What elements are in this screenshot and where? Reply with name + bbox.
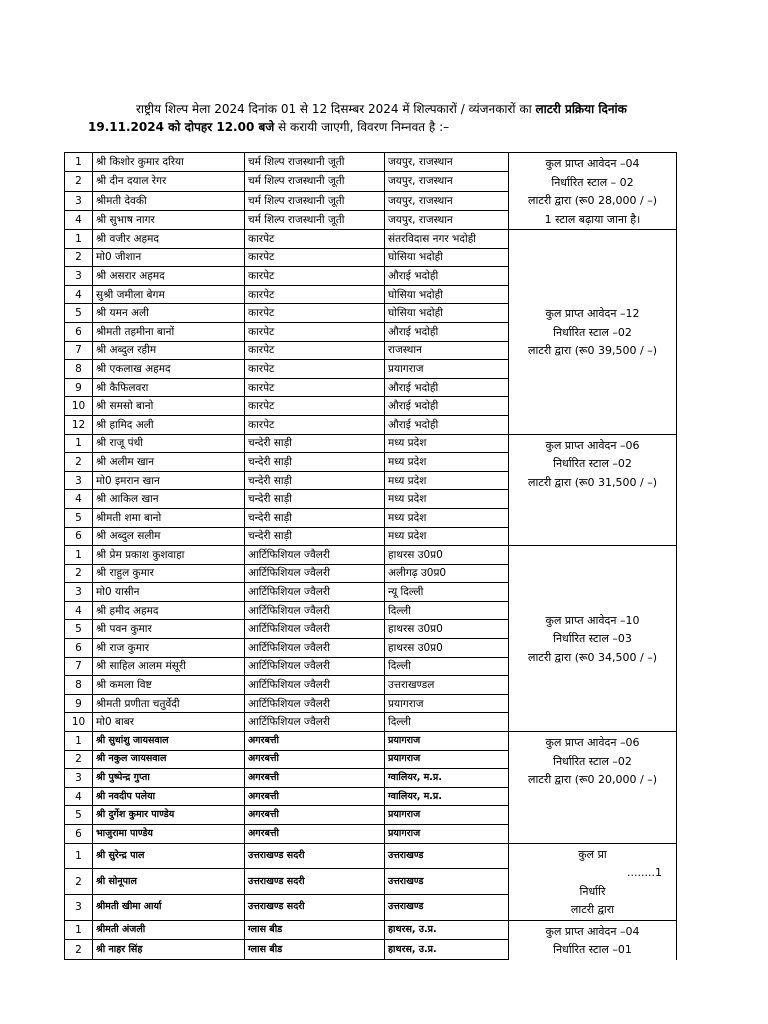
applicant-place: मध्य प्रदेश xyxy=(385,471,509,490)
serial-number: 10 xyxy=(65,713,93,732)
applicant-name: श्री अलीम खान xyxy=(93,453,245,472)
applicant-name: मो0 इमरान खान xyxy=(93,471,245,490)
allocation-note xyxy=(509,920,677,960)
serial-number: 6 xyxy=(65,322,93,341)
serial-number: 4 xyxy=(65,601,93,620)
applicant-place: हाथरस, उ.प्र. xyxy=(385,940,509,960)
serial-number: 6 xyxy=(65,639,93,658)
applicant-place: मध्य प्रदेश xyxy=(385,453,509,472)
applicant-name: श्री नकुल जायसवाल xyxy=(93,750,245,769)
applicant-name: मो0 यासीन xyxy=(93,583,245,602)
applicant-place: राजस्थान xyxy=(385,341,509,360)
applicant-name: श्रीमती शमा बानो xyxy=(93,508,245,527)
applicant-place: दिल्ली xyxy=(385,657,509,676)
serial-number: 1 xyxy=(65,230,93,249)
craft-type: अगरबत्ती xyxy=(245,787,385,806)
table-row xyxy=(65,434,677,453)
note-line: निर्धारित स्टाल – 02 xyxy=(551,175,634,189)
serial-number: 3 xyxy=(65,894,93,920)
craft-type: चर्म शिल्प राजस्थानी जूती xyxy=(245,172,385,191)
craft-type: आर्टिफिशियल ज्वैलरी xyxy=(245,583,385,602)
note-line: लाटरी द्वारा (रू0 39,500 / –) xyxy=(527,344,658,358)
serial-number: 4 xyxy=(65,285,93,304)
table-row xyxy=(65,230,677,249)
applicant-place: प्रयागराज xyxy=(385,750,509,769)
applicant-name: श्री दीन दयाल रेगर xyxy=(93,172,245,191)
craft-type: चर्म शिल्प राजस्थानी जूती xyxy=(245,153,385,172)
note-line: कुल प्राप्त आवेदन –06 xyxy=(545,736,640,750)
note-line: निर्धारित स्टाल –01 xyxy=(553,943,632,957)
applicant-place: घोसिया भदोही xyxy=(385,248,509,267)
applicant-name: श्री सुभाष नागर xyxy=(93,210,245,229)
applicant-place: संतरविदास नगर भदोही xyxy=(385,230,509,249)
craft-type: आर्टिफिशियल ज्वैलरी xyxy=(245,676,385,695)
craft-type: अगरबत्ती xyxy=(245,825,385,844)
craft-type: कारपेट xyxy=(245,360,385,379)
applicant-name: श्री नवदीप पलेया xyxy=(93,787,245,806)
intro-lottery-date: लाटरी प्रक्रिया दिनांक 19.11.2024 को दोपहर 12.00 बजे xyxy=(88,102,627,134)
lottery-table xyxy=(64,152,677,960)
applicant-place: हाथरस, उ.प्र. xyxy=(385,920,509,940)
applicant-place: मध्य प्रदेश xyxy=(385,490,509,509)
craft-type: उत्तराखण्ड सदरी xyxy=(245,894,385,920)
serial-number: 5 xyxy=(65,806,93,825)
serial-number: 3 xyxy=(65,191,93,210)
note-line: लाटरी द्वारा (रू0 34,500 / –) xyxy=(527,650,658,664)
craft-type: चन्देरी साड़ी xyxy=(245,471,385,490)
craft-type: चर्म शिल्प राजस्थानी जूती xyxy=(245,210,385,229)
serial-number: 1 xyxy=(65,920,93,940)
note-line: निर्धारित स्टाल –02 xyxy=(553,325,632,339)
craft-type: चन्देरी साड़ी xyxy=(245,434,385,453)
applicant-name: श्रीमती देवकी xyxy=(93,191,245,210)
applicant-name: मो0 बाबर xyxy=(93,713,245,732)
note-line: लाटरी द्वारा xyxy=(570,903,615,917)
applicant-place: हाथरस उ0प्र0 xyxy=(385,639,509,658)
craft-type: उत्तराखण्ड सदरी xyxy=(245,843,385,869)
craft-type: अगरबत्ती xyxy=(245,806,385,825)
applicant-place: औराई भदोही xyxy=(385,267,509,286)
serial-number: 7 xyxy=(65,657,93,676)
note-line: कुल प्राप्त आवेदन –10 xyxy=(545,613,640,627)
serial-number: 7 xyxy=(65,341,93,360)
applicant-place: मध्य प्रदेश xyxy=(385,508,509,527)
serial-number: 2 xyxy=(65,172,93,191)
note-line: निर्धारित स्टाल –03 xyxy=(553,632,632,646)
craft-type: कारपेट xyxy=(245,378,385,397)
applicant-place: औराई भदोही xyxy=(385,322,509,341)
applicant-place: दिल्ली xyxy=(385,713,509,732)
applicant-name: श्रीमती तहमीना बानों xyxy=(93,322,245,341)
craft-type: चन्देरी साड़ी xyxy=(245,453,385,472)
allocation-note xyxy=(509,230,677,435)
serial-number: 8 xyxy=(65,676,93,695)
applicant-name: श्री सुरेन्द्र पाल xyxy=(93,843,245,869)
craft-type: कारपेट xyxy=(245,267,385,286)
applicant-place: प्रयागराज xyxy=(385,732,509,751)
note-line: लाटरी द्वारा (रू0 20,000 / –) xyxy=(527,773,658,787)
allocation-note xyxy=(509,434,677,546)
applicant-place: उत्तराखण्ड xyxy=(385,894,509,920)
applicant-place: घोसिया भदोही xyxy=(385,285,509,304)
serial-number: 12 xyxy=(65,415,93,434)
note-line: कुल प्राप्त आवेदन –12 xyxy=(545,307,640,321)
allocation-note xyxy=(509,843,677,920)
applicant-place: औराई भदोही xyxy=(385,415,509,434)
serial-number: 3 xyxy=(65,471,93,490)
note-page-marker: ........1 xyxy=(627,866,662,880)
applicant-name: श्रीमती अंजली xyxy=(93,920,245,940)
applicant-name: श्रीमती खीमा आर्या xyxy=(93,894,245,920)
applicant-place: उत्तराखण्ड xyxy=(385,843,509,869)
serial-number: 1 xyxy=(65,546,93,565)
applicant-place: उत्तराखण्ड xyxy=(385,869,509,895)
applicant-place: अलीगढ़ उ0प्र0 xyxy=(385,564,509,583)
craft-type: अगरबत्ती xyxy=(245,732,385,751)
table-row xyxy=(65,546,677,565)
applicant-name: श्री वजीर अहमद xyxy=(93,230,245,249)
applicant-name: श्री पवन कुमार xyxy=(93,620,245,639)
applicant-name: श्री हामिद अली xyxy=(93,415,245,434)
applicant-name: श्री कैफिलवरा xyxy=(93,378,245,397)
applicant-name: श्री अब्दुल रहीम xyxy=(93,341,245,360)
applicant-name: श्री समसो बानो xyxy=(93,397,245,416)
applicant-place: जयपुर, राजस्थान xyxy=(385,172,509,191)
applicant-place: मध्य प्रदेश xyxy=(385,434,509,453)
applicant-place: जयपुर, राजस्थान xyxy=(385,153,509,172)
craft-type: कारपेट xyxy=(245,304,385,323)
applicant-name: भाजुरामा पाण्डेय xyxy=(93,825,245,844)
craft-type: अगरबत्ती xyxy=(245,750,385,769)
table-row xyxy=(65,732,677,751)
applicant-name: श्री अब्दुल सलीम xyxy=(93,527,245,546)
serial-number: 8 xyxy=(65,360,93,379)
applicant-name: श्री पुष्पेन्द्र गुप्ता xyxy=(93,769,245,788)
table-row xyxy=(65,920,677,940)
craft-type: कारपेट xyxy=(245,285,385,304)
craft-type: कारपेट xyxy=(245,415,385,434)
applicant-place: न्यू दिल्ली xyxy=(385,583,509,602)
applicant-place: दिल्ली xyxy=(385,601,509,620)
serial-number: 5 xyxy=(65,304,93,323)
applicant-name: श्री सोनूपाल xyxy=(93,869,245,895)
applicant-name: श्री साहिल आलम मंसूरी xyxy=(93,657,245,676)
craft-type: आर्टिफिशियल ज्वैलरी xyxy=(245,694,385,713)
craft-type: आर्टिफिशियल ज्वैलरी xyxy=(245,620,385,639)
serial-number: 2 xyxy=(65,940,93,960)
applicant-place: ग्वालियर, म.प्र. xyxy=(385,787,509,806)
allocation-note xyxy=(509,732,677,844)
intro-text: राष्ट्रीय शिल्प मेला 2024 दिनांक 01 से 12 दिसम्बर 2024 में शिल्पकारों / व्यंजनकारों का xyxy=(136,102,536,116)
applicant-place: हाथरस उ0प्र0 xyxy=(385,546,509,565)
applicant-name: श्री किशोर कुमार दरिया xyxy=(93,153,245,172)
serial-number: 2 xyxy=(65,750,93,769)
serial-number: 2 xyxy=(65,453,93,472)
serial-number: 3 xyxy=(65,769,93,788)
serial-number: 9 xyxy=(65,378,93,397)
craft-type: चन्देरी साड़ी xyxy=(245,527,385,546)
craft-type: कारपेट xyxy=(245,397,385,416)
note-line: लाटरी द्वारा (रू0 28,000 / –) xyxy=(527,194,658,207)
applicant-place: प्रयागराज xyxy=(385,694,509,713)
serial-number: 2 xyxy=(65,869,93,895)
serial-number: 1 xyxy=(65,434,93,453)
allocation-note xyxy=(509,153,677,230)
applicant-place: औराई भदोही xyxy=(385,378,509,397)
craft-type: ग्लास बीड xyxy=(245,920,385,940)
note-line: कुल प्राप्त आवेदन –04 xyxy=(545,924,640,938)
serial-number: 6 xyxy=(65,527,93,546)
serial-number: 3 xyxy=(65,267,93,286)
note-line: कुल प्राप्त आवेदन –04 xyxy=(545,157,640,170)
craft-type: चन्देरी साड़ी xyxy=(245,490,385,509)
applicant-place: जयपुर, राजस्थान xyxy=(385,210,509,229)
applicant-place: उत्तराखण्डल xyxy=(385,676,509,695)
applicant-place: जयपुर, राजस्थान xyxy=(385,191,509,210)
applicant-name: श्री यमन अली xyxy=(93,304,245,323)
craft-type: आर्टिफिशियल ज्वैलरी xyxy=(245,564,385,583)
craft-type: कारपेट xyxy=(245,230,385,249)
applicant-name: श्री नाहर सिंह xyxy=(93,940,245,960)
note-line: कुल प्राप्त आवेदन –06 xyxy=(545,438,640,452)
applicant-place: प्रयागराज xyxy=(385,806,509,825)
craft-type: आर्टिफिशियल ज्वैलरी xyxy=(245,713,385,732)
craft-type: ग्लास बीड xyxy=(245,940,385,960)
applicant-name: श्री एकलाख अहमद xyxy=(93,360,245,379)
applicant-name: श्री दुर्गेश कुमार पाण्डेय xyxy=(93,806,245,825)
applicant-place: औराई भदोही xyxy=(385,397,509,416)
applicant-name: श्री हमीद अहमद xyxy=(93,601,245,620)
craft-type: अगरबत्ती xyxy=(245,769,385,788)
intro-text-end: से करायी जाएगी, विवरण निम्नवत है :– xyxy=(274,120,450,134)
applicant-place: हाथरस उ0प्र0 xyxy=(385,620,509,639)
craft-type: चन्देरी साड़ी xyxy=(245,508,385,527)
applicant-place: प्रयागराज xyxy=(385,825,509,844)
applicant-name: मो0 जीशान xyxy=(93,248,245,267)
applicant-name: श्री राजू पंथी xyxy=(93,434,245,453)
serial-number: 3 xyxy=(65,583,93,602)
serial-number: 2 xyxy=(65,564,93,583)
applicant-name: श्री राहुल कुमार xyxy=(93,564,245,583)
serial-number: 1 xyxy=(65,732,93,751)
note-line: लाटरी द्वारा (रू0 31,500 / –) xyxy=(527,475,658,489)
applicant-name: सुश्री जमीला बेगम xyxy=(93,285,245,304)
serial-number: 2 xyxy=(65,248,93,267)
craft-type: उत्तराखण्ड सदरी xyxy=(245,869,385,895)
applicant-name: श्रीमती प्रणीता चतुर्वेदी xyxy=(93,694,245,713)
table-row xyxy=(65,153,677,172)
applicant-place: मध्य प्रदेश xyxy=(385,527,509,546)
serial-number: 4 xyxy=(65,490,93,509)
serial-number: 4 xyxy=(65,210,93,229)
craft-type: आर्टिफिशियल ज्वैलरी xyxy=(245,657,385,676)
applicant-name: श्री राज कुमार xyxy=(93,639,245,658)
craft-type: कारपेट xyxy=(245,248,385,267)
applicant-place: घोसिया भदोही xyxy=(385,304,509,323)
applicant-name: श्री कमला विष्ट xyxy=(93,676,245,695)
serial-number: 1 xyxy=(65,153,93,172)
applicant-name: श्री सुधांशु जायसवाल xyxy=(93,732,245,751)
serial-number: 5 xyxy=(65,508,93,527)
table-row xyxy=(65,843,677,869)
serial-number: 9 xyxy=(65,694,93,713)
serial-number: 6 xyxy=(65,825,93,844)
serial-number: 4 xyxy=(65,787,93,806)
note-line: कुल प्रा xyxy=(578,847,607,861)
intro-paragraph xyxy=(88,100,684,136)
allocation-note xyxy=(509,546,677,732)
applicant-name: श्री प्रेम प्रकाश कुशवाहा xyxy=(93,546,245,565)
note-line: 1 स्टाल बढ़ाया जाना है। xyxy=(544,212,641,226)
serial-number: 1 xyxy=(65,843,93,869)
applicant-name: श्री आकिल खान xyxy=(93,490,245,509)
serial-number: 5 xyxy=(65,620,93,639)
serial-number: 10 xyxy=(65,397,93,416)
craft-type: आर्टिफिशियल ज्वैलरी xyxy=(245,639,385,658)
note-line: निर्धारित स्टाल –02 xyxy=(553,754,632,768)
note-line: निर्धारित स्टाल –02 xyxy=(553,457,632,471)
craft-type: चर्म शिल्प राजस्थानी जूती xyxy=(245,191,385,210)
applicant-place: प्रयागराज xyxy=(385,360,509,379)
craft-type: आर्टिफिशियल ज्वैलरी xyxy=(245,601,385,620)
note-line: निर्धारि xyxy=(579,884,606,898)
applicant-place: ग्वालियर, म.प्र. xyxy=(385,769,509,788)
craft-type: कारपेट xyxy=(245,341,385,360)
applicant-name: श्री असरार अहमद xyxy=(93,267,245,286)
craft-type: कारपेट xyxy=(245,322,385,341)
craft-type: आर्टिफिशियल ज्वैलरी xyxy=(245,546,385,565)
